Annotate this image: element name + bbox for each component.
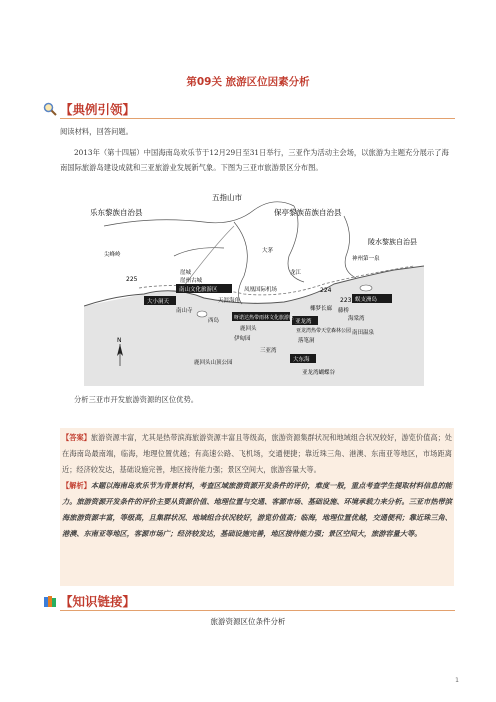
place-sanyawan: 三亚湾 <box>260 348 277 354</box>
region-lingshui: 陵水黎族自治县 <box>368 238 417 246</box>
place-shenzhou: 神州第一泉 <box>352 256 380 262</box>
place-dadonghai: 大东海 <box>293 357 310 363</box>
divider <box>60 118 455 119</box>
material-paragraph: 2013年（第十四届）中国海南岛欢乐节于12月29日至31日举行，三亚作为活动主会场，以旅游为主题充分展示了海南国际旅游岛建设成就和三亚旅游业发展新气象。下图为三亚市旅游景区分布图。 <box>60 148 449 172</box>
region-baoting: 保亭黎族苗族自治县 <box>274 208 342 217</box>
place-nanshansi: 南山寺 <box>176 308 193 314</box>
place-longjiang: 龙江 <box>290 270 302 276</box>
magnifier-icon <box>43 102 57 116</box>
road-223: 223 <box>340 297 352 304</box>
page-number: 1 <box>455 677 459 684</box>
subheading: 旅游资源区位条件分析 <box>210 617 286 626</box>
analysis-text: 本题以海南岛欢乐节为背景材料，考查区域旅游资源开发条件的评价，难度一般，重点考查学生提取材料信息的能力。旅游资源开发条件的评价主要从资源价值、地理位置与交通、客源市场、基础设施、环境承载力来分析。三亚市热带滨海旅游资源丰富，等级高，且集群状况、地域组合状况较好，游览价值高；临海，地理位置优越，交通便利；靠近珠三角、港澳、东南亚等地区，客源市场广；经济较发达，基础设施完善，地区接待能力强；景区空间大，旅游容量大等。 <box>62 481 452 538</box>
place-tianya: 天涯海角 <box>218 298 241 304</box>
question-text: 分析三亚市开发旅游资源的区位优势。 <box>74 395 199 404</box>
place-rainforest-park: 亚龙湾热带天堂森林公园 <box>296 328 352 334</box>
analysis-label: 【解析】 <box>62 481 91 490</box>
answer-label: 【答案】 <box>62 433 91 442</box>
place-luhuitou-park: 鹿回头山顶公园 <box>194 360 233 366</box>
region-wuzhishan: 五指山市 <box>212 193 242 202</box>
place-nanshan: 南山文化旅游区 <box>179 287 218 293</box>
place-yalongwan: 亚龙湾 <box>295 319 312 325</box>
answer-block <box>60 428 454 478</box>
road-225: 225 <box>126 276 138 283</box>
north-label: N <box>117 337 122 344</box>
sanya-map <box>84 186 424 386</box>
section-label: 【知识链接】 <box>60 594 136 609</box>
answer-box <box>60 428 454 586</box>
place-haitangwan: 海棠湾 <box>348 316 365 322</box>
place-yanoda: 呀诺达热带雨林文化旅游区 <box>234 315 295 321</box>
place-yazhou: 崖州古城 <box>180 278 203 284</box>
answer-text: 旅游资源丰富，尤其是热带滨海旅游资源丰富且等级高，旅游资源集群状况和地域组合状况较好，游览价值高；处在海南岛最南端，临海，地理位置优越；有高速公路、飞机场，交通便捷；靠近珠三角、港澳、东南亚等地区，市场距离近；经济较发达，基础设施完善，地区接待能力强；景区空间大，旅游容量大等。 <box>62 433 452 474</box>
place-wuzhizhou: 蜈支洲岛 <box>355 297 378 303</box>
books-icon <box>43 594 57 608</box>
place-nantian: 南田温泉 <box>352 330 375 336</box>
place-yidianyuan: 伊甸园 <box>234 336 251 342</box>
place-damao: 大茅 <box>262 248 274 254</box>
section-label: 【典例引领】 <box>60 102 136 117</box>
divider <box>60 610 455 611</box>
place-luhuitou: 鹿回头 <box>240 326 257 332</box>
place-jianfengling: 尖峰岭 <box>104 252 121 258</box>
intro-text: 阅读材料，回答问题。 <box>60 127 133 136</box>
place-yemeng: 椰梦长廊 <box>310 306 333 312</box>
place-xidao: 西岛 <box>208 318 220 324</box>
road-224: 224 <box>320 287 332 294</box>
place-daxiaodongtian: 大小洞天 <box>147 299 170 305</box>
place-butterfly: 亚龙湾蝴蝶谷 <box>302 370 336 376</box>
place-luobidong: 落笔洞 <box>298 338 315 344</box>
analysis-block <box>60 478 454 542</box>
place-tengqiao: 藤桥 <box>338 308 350 314</box>
place-yacheng: 崖城 <box>180 270 192 276</box>
place-airport: 凤凰国际机场 <box>244 287 278 293</box>
region-ledong: 乐东黎族自治县 <box>90 208 143 217</box>
page-title: 第09关 旅游区位因素分析 <box>186 76 310 88</box>
